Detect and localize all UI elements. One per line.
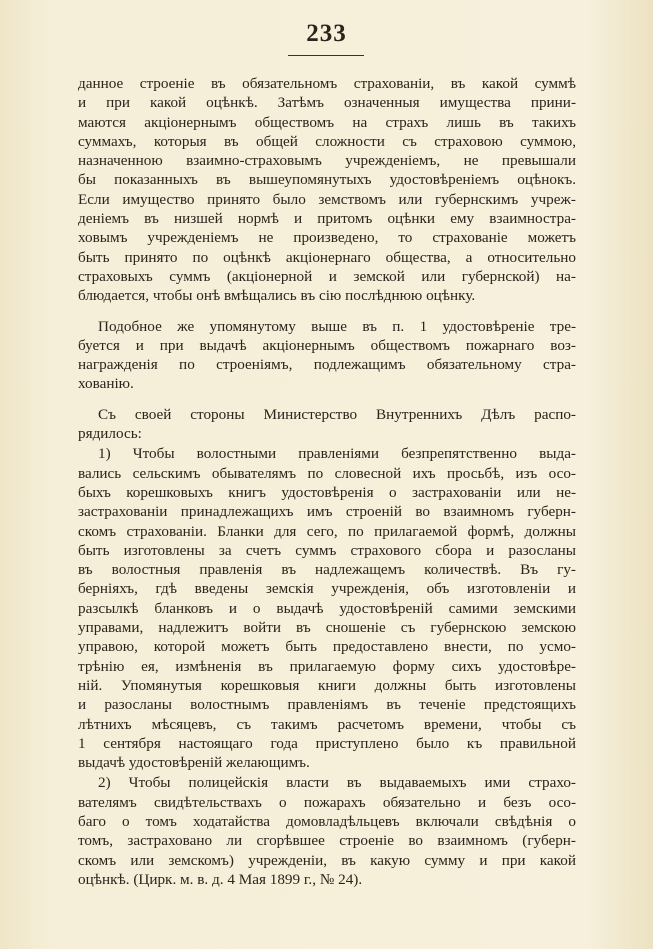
text-line: и разосланы волостнымъ правленіямъ въ теченіе предстоящихъ (78, 696, 576, 714)
text-line: трѣнію ея, измѣненія въ прилагаемую форму сихъ удостовѣре- (78, 657, 576, 675)
paragraph (78, 444, 576, 772)
text-line: страховыхъ суммъ (акціонерной и земской или губернской) на- (78, 267, 576, 285)
text-line: быть принято по оцѣнкѣ акціонернаго общества, а относительно (78, 248, 576, 266)
header-rule (288, 55, 364, 56)
text-line: разсылкѣ бланковъ и о выдачѣ удостовѣреній самими земскими (78, 599, 576, 617)
text-line: награжденія по строеніямъ, подлежащимъ обязательному стра- (78, 356, 576, 374)
text-line: назначенною взаимно-страховымъ учрежденіемъ, не превышали (78, 152, 576, 170)
text-line: бы показанныхъ въ вышеупомянутыхъ удостовѣреніемъ оцѣнокъ. (78, 171, 576, 189)
text-line: управою, которой можетъ быть предоставлено внести, по усмо- (78, 638, 576, 656)
text-line: ній. Упомянутыя корешковыя книги должны быть изготовлены (78, 676, 576, 694)
text-line: данное строеніе въ обязательномъ страхованіи, въ какой суммѣ (78, 75, 576, 92)
paragraph (78, 773, 576, 889)
paragraph (78, 317, 576, 394)
text-line: 1 сентября настоящаго года приступлено было къ правильной (78, 734, 576, 752)
text-line: хованію. (78, 375, 134, 393)
text-line: суммахъ, которыя въ общей сложности съ страховою суммою, (78, 132, 576, 150)
text-line: быть изготовлены за счетъ суммъ страхового сбора и разосланы (78, 541, 576, 559)
text-line: оцѣнкѣ. (Цирк. м. в. д. 4 Мая 1899 г., № 24). (78, 870, 363, 888)
paragraph (78, 405, 576, 444)
text-line: томъ, застраховано ли сгорѣвшее строеніе во взаимномъ (губерн- (78, 832, 576, 850)
text-line: баго о томъ ходатайства домовладѣльцевъ включали свѣдѣнія о (78, 812, 576, 830)
text-line: ховымъ учрежденіемъ не произведено, то страхованіе можетъ (78, 229, 576, 247)
text-line: и при какой оцѣнкѣ. Затѣмъ означенныя имущества прини- (78, 94, 576, 112)
text-line: вались сельскимъ обывателямъ по словесной ихъ просьбѣ, изъ осо- (78, 464, 576, 482)
text-line: 1) Чтобы волостными правленіями безпрепятственно выда- (98, 445, 576, 463)
text-line: рядилось: (78, 425, 142, 443)
text-line: застрахованіи принадлежащихъ имъ строеній во взаимномъ губерн- (78, 503, 576, 521)
text-line: деніемъ въ низшей нормѣ и притомъ оцѣнки ему взаимностра- (78, 210, 576, 228)
text-line: буется и при выдачѣ акціонернымъ обществомъ пожарнаго воз- (78, 336, 576, 354)
text-line: лѣтнихъ мѣсяцевъ, съ такимъ расчетомъ времени, чтобы съ (78, 715, 576, 733)
text-line: скомъ страхованіи. Бланки для сего, по прилагаемой формѣ, должны (78, 522, 576, 540)
text-line: управами, надлежитъ войти въ сношеніе съ губернскою земскою (78, 619, 576, 637)
text-line: маются акціонернымъ обществомъ на страхъ лишь въ такихъ (78, 113, 576, 131)
text-line: Если имущество принято было земствомъ или губернскимъ учреж- (78, 190, 576, 208)
text-line: Съ своей стороны Министерство Внутреннихъ Дѣлъ распо- (98, 405, 576, 423)
paragraph (78, 74, 576, 306)
text-line: 2) Чтобы полицейскія власти въ выдаваемыхъ ими страхо- (98, 774, 576, 792)
text-line: берніяхъ, гдѣ введены земскія учрежденія, объ изготовленіи и (78, 580, 576, 598)
text-line: выдачѣ удостовѣреній желающимъ. (78, 754, 310, 772)
text-line: вателямъ свидѣтельствахъ о пожарахъ обязательно и безъ осо- (78, 793, 576, 811)
document-body (78, 74, 576, 900)
text-line: блюдается, чтобы онѣ вмѣщались въ сію послѣднюю оцѣнку. (78, 287, 476, 305)
text-line: въ волостныя правленія въ надлежащемъ количествѣ. Въ гу- (78, 561, 576, 579)
page-number: 233 (306, 20, 347, 47)
text-line: быхъ корешковыхъ книгъ удостовѣренія о застрахованіи или не- (78, 483, 576, 501)
text-line: Подобное же упомянутому выше въ п. 1 удостовѣреніе тре- (98, 317, 576, 335)
text-line: скомъ или земскомъ) учрежденіи, въ какую сумму и при какой (78, 851, 576, 869)
